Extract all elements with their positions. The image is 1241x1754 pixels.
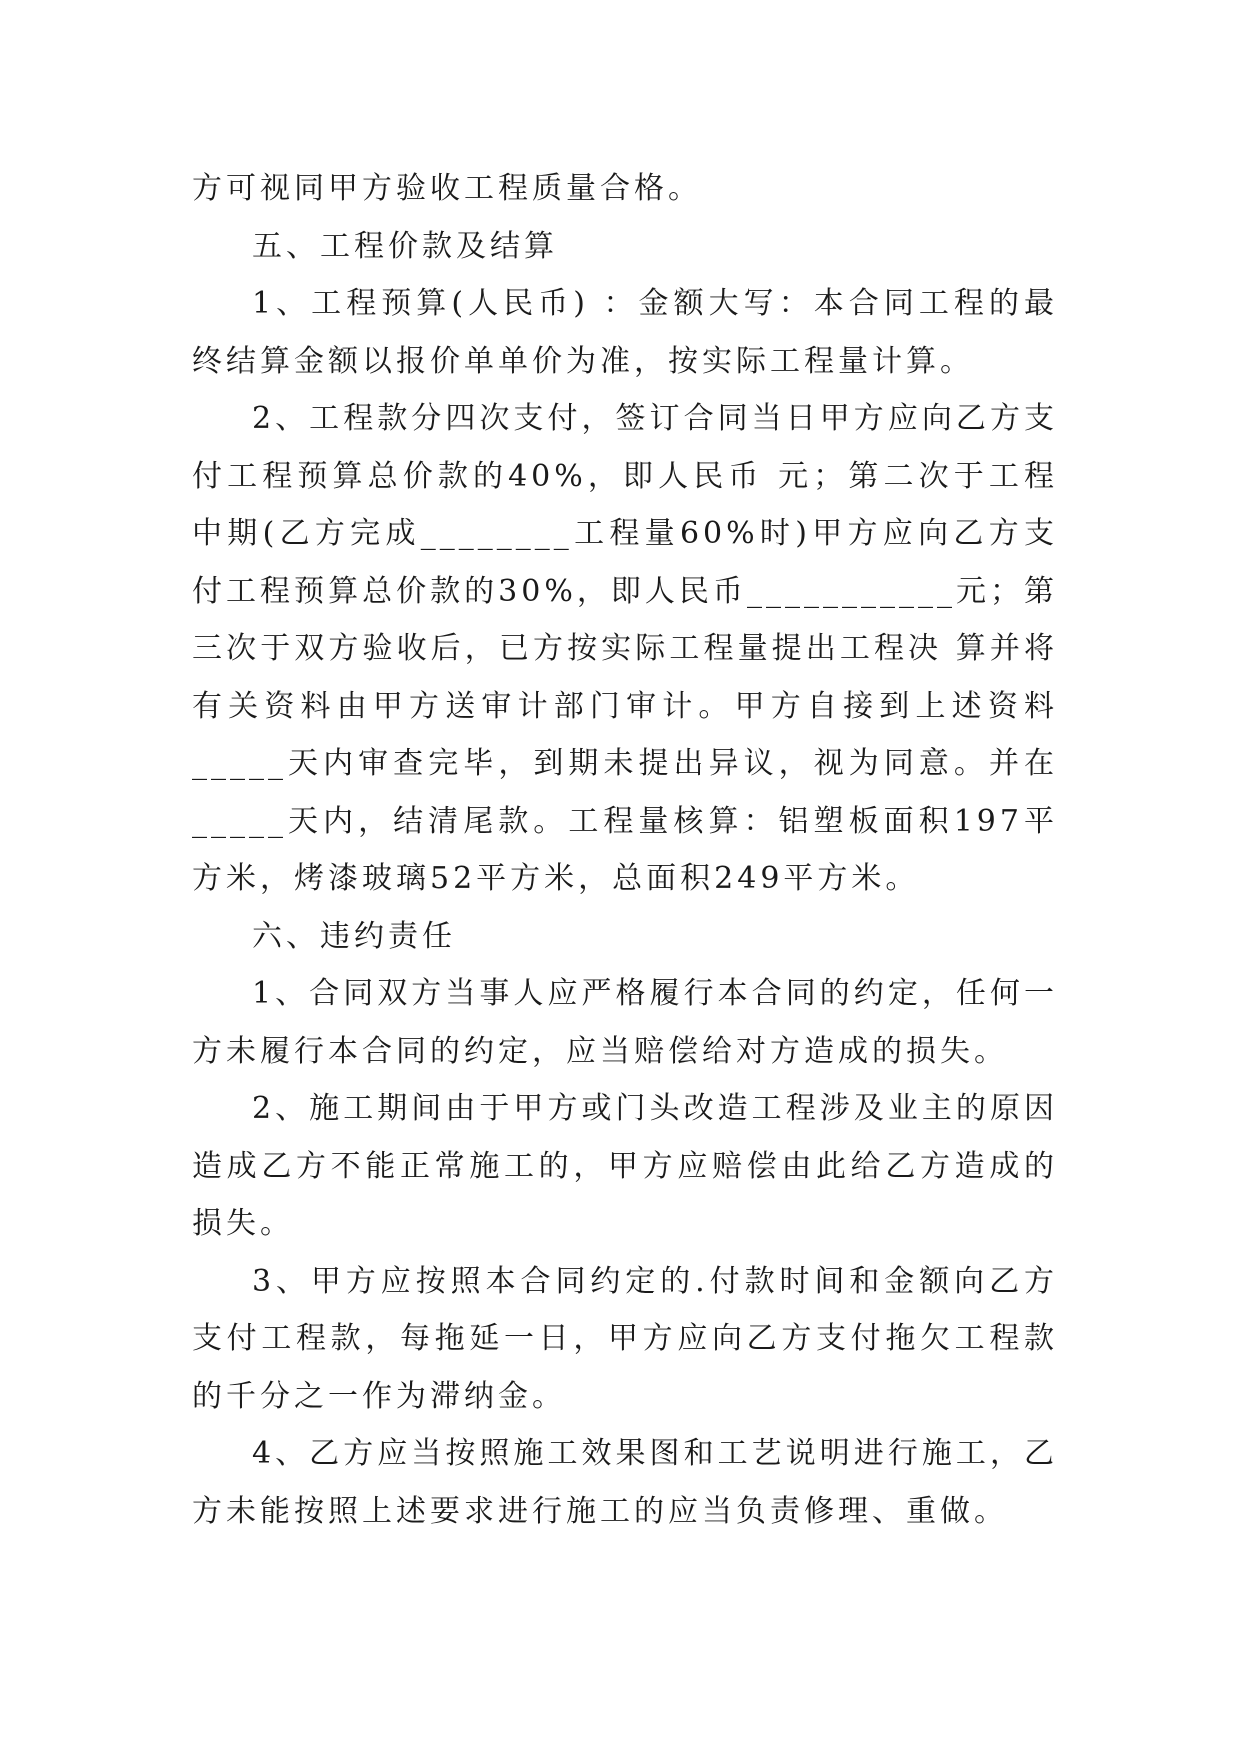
clause-liability-2: 2、施工期间由于甲方或门头改造工程涉及业主的原因造成乙方不能正常施工的，甲方应赔偿由此给乙方造成的损失。 <box>192 1091 1058 1241</box>
clause-liability-3: 3、甲方应按照本合同约定的.付款时间和金额向乙方支付工程款，每拖延一日，甲方应向乙方支付拖欠工程款的千分之一作为滞纳金。 <box>192 1263 1058 1414</box>
clause-budget: 1、工程预算(人民币) ：金额大写：本合同工程的最终结算金额以报价单单价为准，按实际工程量计算。 <box>192 286 1058 379</box>
document-body <box>192 160 1058 1540</box>
section-heading-payment: 五、工程价款及结算 <box>252 228 558 264</box>
clause-payment-schedule: 2、工程款分四次支付，签订合同当日甲方应向乙方支付工程预算总价款的40%，即人民币 元；第二次于工程中期(乙方完成________工程量60%时)甲方应向乙方支付工程预算总价款的30%，即人民币___________元；第三次于双方验收后，已方按实际工程量提出工程决 算并将有关资料由甲方送审计部门审计。甲方自接到上述资料_____天内审查完毕，到期未提出异议，视为同意。并在_____天内，结清尾款。工程量核算：铝塑板面积197平方米，烤漆玻璃52平方米，总面积249平方米。 <box>192 401 1058 896</box>
section-heading-liability: 六、违约责任 <box>252 918 456 954</box>
paragraph-continuation: 方可视同甲方验收工程质量合格。 <box>192 171 702 206</box>
clause-liability-4: 4、乙方应当按照施工效果图和工艺说明进行施工，乙方未能按照上述要求进行施工的应当负责修理、重做。 <box>192 1436 1058 1529</box>
clause-liability-1: 1、合同双方当事人应严格履行本合同的约定，任何一方未履行本合同的约定，应当赔偿给对方造成的损失。 <box>192 976 1058 1069</box>
